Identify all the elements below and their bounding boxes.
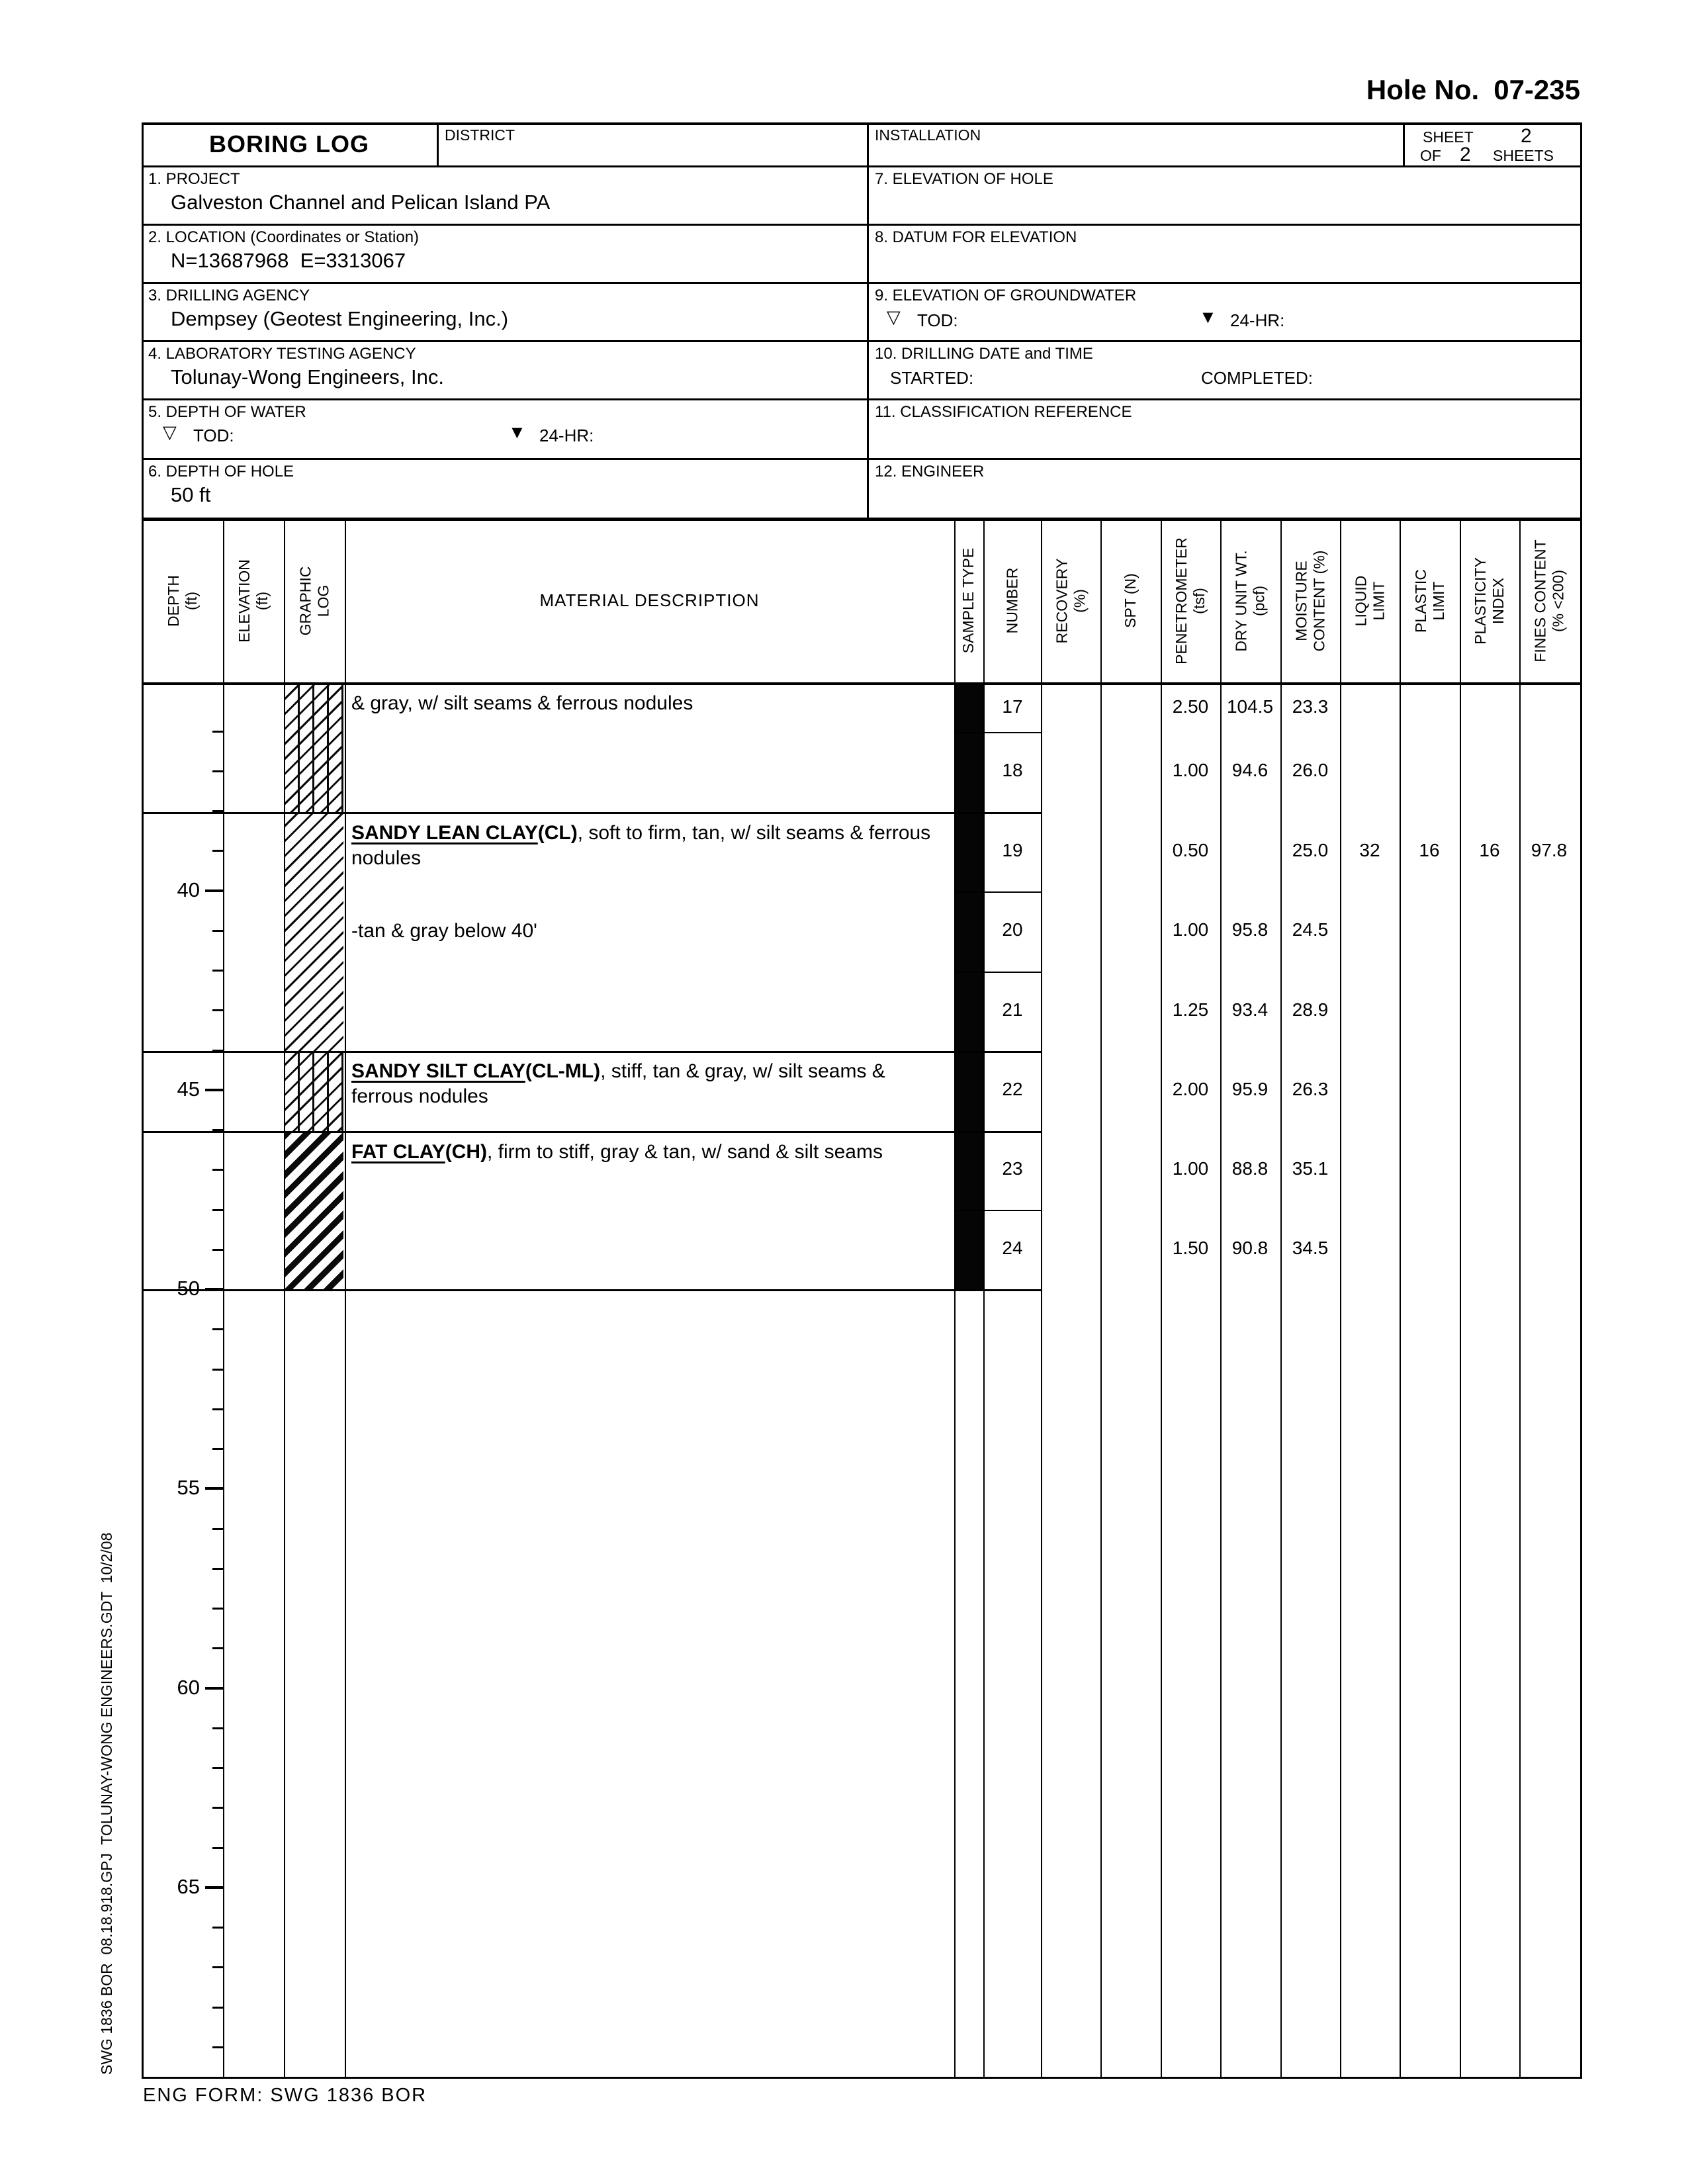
layer-desc: , stiff, tan & gray, w/ silt seams & ferrous nodules [351,1060,885,1107]
field-label: 1. PROJECT [148,170,240,188]
depth-tick-major [205,1487,223,1490]
dry-unit-wt-value: 104.5 [1226,696,1274,717]
depth-tick-major [205,1288,223,1291]
depth-tick-major [205,1886,223,1889]
grid-line [1460,518,1461,2079]
table-row [0,760,1694,784]
grid-line [142,122,1582,125]
depth-tick-minor [212,1847,223,1849]
liquid-limit-value: 32 [1359,840,1380,860]
fines-value: 97.8 [1531,840,1568,860]
column-header-number: NUMBER [1003,567,1021,634]
depth-tick-minor [212,1767,223,1769]
hole-number-label: Hole No. [1366,74,1480,105]
column-header-plastic-limit: PLASTIC LIMIT [1411,569,1447,633]
depth-tick-minor [212,1408,223,1410]
layer-name: FAT CLAY [351,1141,445,1163]
grid-line [867,122,869,520]
grid-line [954,732,1041,733]
field-value: N=13687968 E=3313067 [171,249,406,272]
grid-line [142,398,1582,400]
depth-tick-minor [212,810,223,812]
table-row [0,919,1694,943]
grid-line [142,165,1582,167]
grid-line [142,2077,1582,2079]
penetrometer-value: 2.50 [1172,696,1209,717]
hr24-label: 24-HR: [1230,310,1285,330]
table-row [0,999,1694,1023]
column-header-liquid-limit: LIQUID LIMIT [1352,575,1387,626]
sample-number: 23 [1002,1158,1023,1179]
field-label: 2. LOCATION (Coordinates or Station) [148,228,420,246]
depth-tick-minor [212,1050,223,1052]
grid-line [1041,518,1042,2079]
footer-form-text: ENG FORM: SWG 1836 BOR [143,2085,427,2106]
field-value: Galveston Channel and Pelican Island PA [171,191,551,214]
column-header-graphic-log: GRAPHIC LOG [296,566,332,635]
layer-desc: , firm to stiff, gray & tan, w/ sand & silt seams [487,1141,883,1163]
water-table-open-icon: ▽ [887,307,901,327]
dry-unit-wt-value: 95.9 [1231,1079,1269,1099]
field-datum-for-elevation: 8. DATUM FOR ELEVATION [875,228,1077,246]
column-header-recovery: RECOVERY (%) [1053,558,1089,643]
grid-line [1220,518,1222,2079]
table-row [0,1238,1694,1261]
moisture-value: 23.3 [1292,696,1329,717]
depth-tick-label: 45 [177,1077,200,1101]
sheets-total: 2 [1460,144,1471,165]
plastic-limit-value: 16 [1419,840,1440,860]
depth-tick-minor [212,1209,223,1211]
field-label: 10. DRILLING DATE and TIME [875,345,1093,363]
penetrometer-value: 1.50 [1172,1238,1209,1258]
penetrometer-value: 1.00 [1172,1158,1209,1179]
table-row [0,1079,1694,1103]
depth-tick-label: 55 [177,1476,200,1499]
penetrometer-value: 1.00 [1172,760,1209,780]
field-value: 50 ft [171,483,211,506]
sample-number: 17 [1002,696,1023,717]
depth-tick-label: 40 [177,878,200,901]
column-header-plasticity-index: PLASTICITY INDEX [1472,557,1507,645]
grid-line [142,1131,1041,1133]
field-label: 6. DEPTH OF HOLE [148,463,294,480]
layer-code: (CH) [445,1141,487,1163]
grid-line [983,518,985,2079]
grid-line [954,972,1041,973]
grid-line [437,122,439,167]
penetrometer-value: 0.50 [1172,840,1209,860]
depth-tick-label: 50 [177,1277,200,1300]
column-header-dry-unit-wt: DRY UNIT WT. (pcf) [1232,549,1268,652]
table-row [0,840,1694,864]
sample-number: 22 [1002,1079,1023,1099]
layer-code: (CL-ML) [525,1060,601,1082]
depth-tick-minor [212,1369,223,1371]
grid-line [142,458,1582,460]
depth-tick-minor [212,1966,223,1968]
dry-unit-wt-value: 90.8 [1231,1238,1269,1258]
form-title: BORING LOG [209,130,369,158]
hole-number [1366,74,1580,106]
field-value: Tolunay-Wong Engineers, Inc. [171,365,444,388]
dry-unit-wt-value: 94.6 [1231,760,1269,780]
table-row [0,696,1694,720]
sample-number: 21 [1002,999,1023,1020]
sample-number: 19 [1002,840,1023,860]
grid-line [954,1210,1041,1211]
sheet-label: SHEET [1423,128,1474,146]
depth-tick-minor [212,1129,223,1131]
layer-desc: & gray, w/ silt seams & ferrous nodules [351,692,693,714]
layer-note: -tan & gray below 40' [351,920,537,942]
depth-tick-minor [212,731,223,733]
depth-tick-minor [212,1328,223,1330]
grid-line [345,518,346,2079]
water-table-filled-icon: ▼ [1199,307,1217,327]
grid-line [142,1051,1041,1053]
sheets-label: SHEETS [1493,147,1554,164]
field-label: 4. LABORATORY TESTING AGENCY [148,345,416,363]
column-header-fines-content: FINES CONTENT (% <200) [1531,539,1567,662]
tod-label: TOD: [193,426,234,445]
grid-line [223,518,224,2079]
field-classification-reference: 11. CLASSIFICATION REFERENCE [875,403,1132,421]
depth-tick-minor [212,1647,223,1649]
grid-line [142,340,1582,342]
dry-unit-wt-value: 88.8 [1231,1158,1269,1179]
depth-tick-minor [212,1927,223,1929]
depth-tick-major [205,889,223,892]
started-label: STARTED: [890,368,974,388]
column-header-sample-type: SAMPLE TYPE [959,547,977,654]
depth-tick-minor [212,2007,223,2009]
field-elevation-of-hole: 7. ELEVATION OF HOLE [875,170,1053,188]
depth-tick-minor [212,1528,223,1530]
depth-tick-label: 65 [177,1875,200,1898]
penetrometer-value: 1.25 [1172,999,1209,1020]
moisture-value: 25.0 [1292,840,1329,860]
field-value: Dempsey (Geotest Engineering, Inc.) [171,307,509,330]
depth-tick-minor [212,970,223,972]
depth-tick-minor [212,2046,223,2048]
dry-unit-wt-value: 93.4 [1231,999,1269,1020]
moisture-value: 26.3 [1292,1079,1329,1099]
grid-line [954,891,1041,893]
grid-line [142,282,1582,284]
sample-number: 18 [1002,760,1023,780]
district-label: DISTRICT [445,126,515,144]
grid-line [142,224,1582,226]
moisture-value: 26.0 [1292,760,1329,780]
water-table-open-icon: ▽ [163,422,177,442]
sample-number: 24 [1002,1238,1023,1258]
grid-line [142,518,1582,521]
column-header-moisture: MOISTURE CONTENT (%) [1292,550,1327,651]
column-header-depth: DEPTH (ft) [164,574,200,627]
grid-line [142,812,1041,814]
moisture-value: 28.9 [1292,999,1329,1020]
depth-tick-major [205,1687,223,1690]
depth-tick-minor [212,1568,223,1570]
graphic-log-pattern-ch [285,1131,343,1289]
grid-line [1280,518,1282,2079]
depth-tick-minor [212,1727,223,1729]
grid-line [1403,122,1405,167]
depth-tick-label: 60 [177,1676,200,1699]
hr24-label: 24-HR: [539,426,594,445]
moisture-value: 34.5 [1292,1238,1329,1258]
field-label: 9. ELEVATION OF GROUNDWATER [875,287,1137,304]
field-engineer: 12. ENGINEER [875,463,985,480]
moisture-value: 35.1 [1292,1158,1329,1179]
grid-line [1340,518,1341,2079]
depth-tick-minor [212,1448,223,1450]
of-label: OF [1420,147,1441,164]
grid-line [1161,518,1162,2079]
installation-label: INSTALLATION [875,126,981,144]
column-header-spt: SPT (N) [1121,573,1139,628]
column-header-penetrometer: PENETROMETER (tsf) [1173,537,1208,664]
completed-label: COMPLETED: [1201,368,1314,388]
hole-number-value: 07-235 [1493,74,1580,105]
column-header-elevation: ELEVATION (ft) [236,559,271,643]
penetrometer-value: 1.00 [1172,919,1209,940]
grid-line [284,518,285,2079]
grid-line [1400,518,1401,2079]
water-table-filled-icon: ▼ [508,422,526,442]
grid-line [142,1289,1041,1291]
column-header-material-description: MATERIAL DESCRIPTION [539,590,760,610]
grid-line [1519,518,1521,2079]
field-label: 3. DRILLING AGENCY [148,287,310,304]
grid-line [142,682,1582,685]
tod-label: TOD: [917,310,958,330]
table-row [0,1158,1694,1182]
sidebar-filename-text: SWG 1836 BOR 08.18.918.GPJ TOLUNAY-WONG ENGINEERS.GDT 10/2/08 [98,1532,115,2075]
layer-name: SANDY LEAN CLAY [351,822,538,844]
field-label: 5. DEPTH OF WATER [148,403,306,421]
grid-line [1100,518,1102,2079]
layer-name: SANDY SILT CLAY [351,1060,525,1082]
moisture-value: 24.5 [1292,919,1329,940]
depth-tick-minor [212,1608,223,1610]
plasticity-index-value: 16 [1479,840,1500,860]
layer-desc: , soft to firm, tan, w/ silt seams & ferrous nodules [351,822,931,869]
dry-unit-wt-value: 95.8 [1231,919,1269,940]
layer-code: (CL) [537,822,578,844]
penetrometer-value: 2.00 [1172,1079,1209,1099]
sample-number: 20 [1002,919,1023,940]
grid-line [954,518,956,2079]
sheet-number: 2 [1521,125,1532,147]
depth-tick-minor [212,1807,223,1809]
